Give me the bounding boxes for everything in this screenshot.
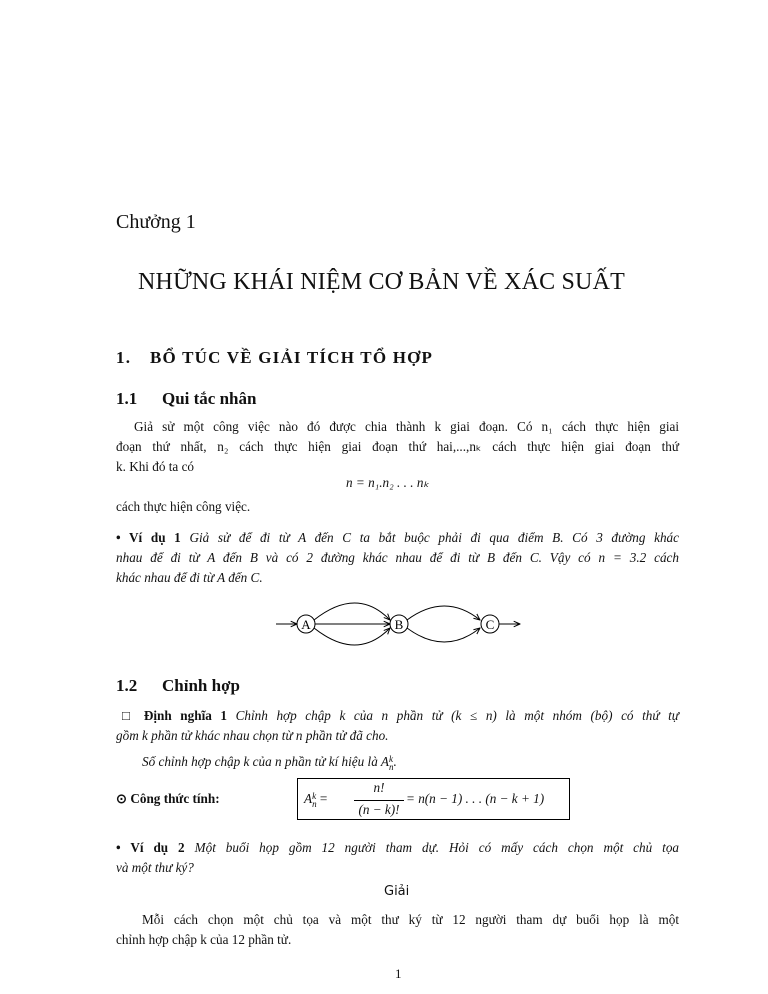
text-line: chỉnh hợp chập k của 12 phần tử.	[116, 932, 292, 947]
text-line: gồm k phần tử khác nhau chọn từ n phần tử đã cho.	[116, 728, 389, 743]
text-line: nhau để đi từ A đến B và có 2 đường khác nhau để đi từ B đến C. Vậy có n = 3.2 cách	[116, 550, 679, 565]
section-title: BỔ TÚC VỀ GIẢI TÍCH TỔ HỢP	[150, 348, 434, 367]
product-formula: n = n₁.n₂ . . . nₖ	[346, 475, 430, 490]
subsection-title: Qui tắc nhân	[162, 389, 257, 408]
edge-a-b-top	[314, 603, 390, 620]
node-a-label: A	[301, 617, 311, 632]
subsection-number: 1.2	[116, 676, 138, 695]
edge-a-b-bottom	[314, 628, 390, 645]
text-line	[116, 752, 679, 772]
text-line: k. Khi đó ta có	[116, 459, 195, 474]
subsection-number: 1.1	[116, 389, 138, 408]
lhs-sup: k	[312, 790, 317, 801]
node-b-label: B	[394, 617, 404, 632]
text-line	[116, 528, 679, 548]
fraction-bar	[354, 800, 404, 801]
definition-1	[116, 706, 679, 772]
edge-b-c-top	[407, 606, 480, 620]
path-diagram	[270, 598, 530, 648]
sentence-end: .	[393, 754, 397, 769]
lhs-sub: n	[312, 798, 317, 809]
definition-marker: □	[122, 708, 136, 723]
example-text: Giả sử để đi từ A đến C ta bắt buộc phải đi qua điểm B. Có 3 đường khác	[189, 530, 679, 545]
text-line: đoạn thứ nhất, n₂ cách thực hiện giai đoạn thứ hai,...,nₖ cách thực hiện giai đoạn thứ	[116, 439, 679, 454]
text-line	[116, 838, 679, 858]
definition-label: Định nghĩa 1	[143, 708, 228, 723]
symbol-sup: k	[388, 753, 393, 764]
example-label: • Ví dụ 1	[116, 530, 181, 545]
fraction-denominator: (n − k)!	[358, 802, 400, 817]
example-label: • Ví dụ 2	[116, 840, 185, 855]
text-line: Mỗi cách chọn một chủ tọa và một thư ký từ 12 người tham dự buổi họp là một	[142, 912, 679, 927]
subsection-heading-1-2	[116, 676, 240, 696]
text-line: cách thực hiện công việc.	[116, 499, 251, 514]
lhs-equals: =	[319, 791, 328, 806]
solution-paragraph	[116, 910, 679, 950]
example-2	[116, 838, 679, 878]
definition-text: Chỉnh hợp chập k của n phần tử (k ≤ n) là một nhóm (bộ) có thứ tự	[235, 708, 679, 723]
text-line: và một thư ký?	[116, 860, 194, 875]
edge-b-c-bottom	[407, 628, 480, 642]
solution-heading: Giải	[384, 884, 410, 899]
formula-lhs	[304, 791, 327, 808]
formula-box	[297, 778, 570, 820]
rule-paragraph	[116, 417, 679, 477]
section-heading	[116, 348, 433, 368]
rule-paragraph-end	[116, 497, 679, 517]
lhs-base: A	[304, 791, 313, 806]
text-line	[116, 706, 679, 726]
page-number: 1	[395, 966, 402, 981]
chapter-title: NHỮNG KHÁI NIỆM CƠ BẢN VỀ XÁC SUẤT	[138, 269, 625, 295]
text-line: khác nhau để đi từ A đến C.	[116, 570, 263, 585]
notation-symbol	[380, 753, 397, 772]
section-number: 1.	[116, 348, 132, 367]
chapter-label: Chưởng 1	[116, 211, 196, 233]
fraction-numerator: n!	[373, 780, 385, 795]
subsection-title: Chỉnh hợp	[162, 676, 240, 695]
formula-label: ⊙ Công thức tính:	[116, 791, 220, 806]
notation-text: Số chỉnh hợp chập k của n phần tử kí hiệu là	[142, 754, 378, 769]
node-c-label: C	[485, 617, 495, 632]
example-text: Một buổi họp gồm 12 người tham dự. Hỏi có mấy cách chọn một chủ tọa	[194, 840, 680, 855]
symbol-sub: n	[388, 761, 394, 772]
example-1	[116, 528, 679, 588]
symbol-base: A	[380, 754, 389, 769]
text-line: Giả sử một công việc nào đó được chia thành k giai đoạn. Có n₁ cách thực hiện giai	[134, 419, 679, 434]
formula-rhs: = n(n − 1) . . . (n − k + 1)	[406, 791, 545, 806]
subsection-heading-1-1	[116, 389, 256, 409]
